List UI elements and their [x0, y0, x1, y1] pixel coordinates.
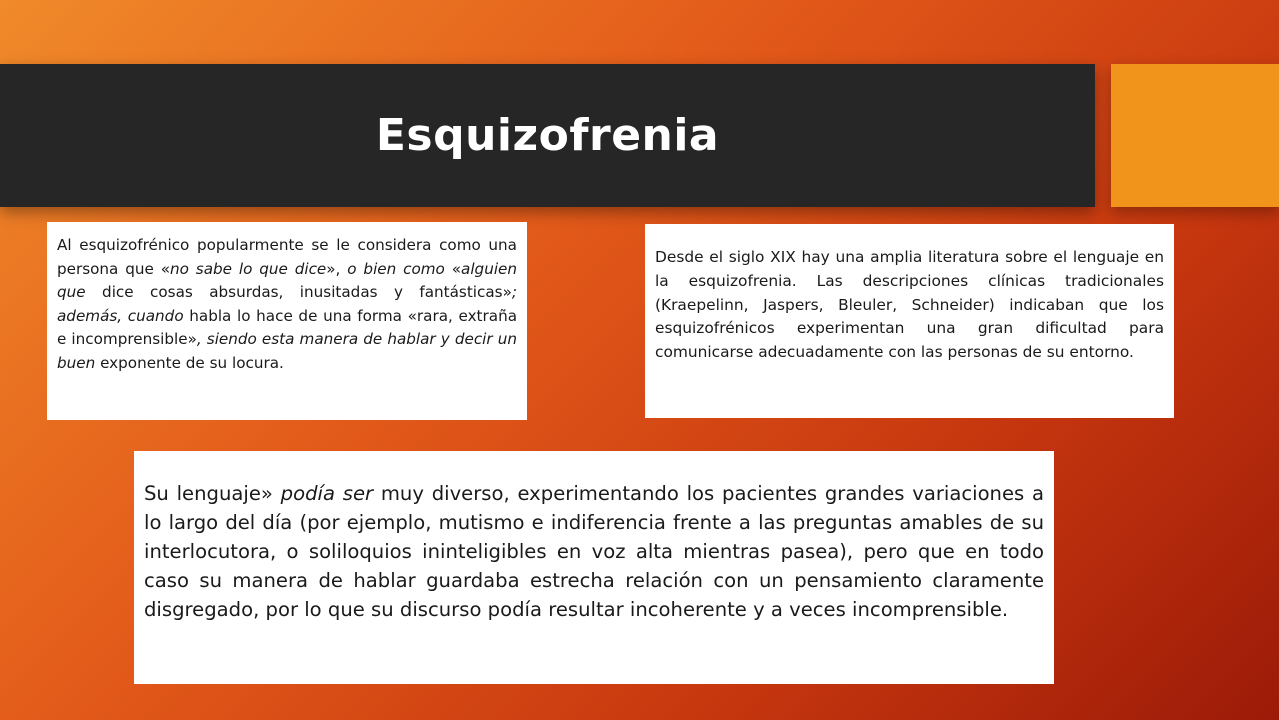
left-text-1: Al esquizofrénico popularmente se le considera como una persona que «	[57, 236, 517, 278]
slide-title: Esquizofrenia	[375, 110, 720, 161]
left-italic-5: , siendo esta manera de hablar y decir un buen	[57, 330, 517, 372]
right-paragraph: Desde el siglo XIX hay una amplia literatura sobre el lenguaje en la esquizofrenia. Las descripciones clínicas tradicionales (Kraepelinn, Jaspers, Bleuler, Schneider) indicaban que los esquizofrénicos experimentan una gran dificultad para comunicarse adecuadamente con las personas de su entorno.	[655, 248, 1164, 362]
bottom-text-2: muy diverso, experimentando los pacientes grandes variaciones a lo largo del día (por ejemplo, mutismo e indiferencia frente a las preguntas amables de su interlocutora, o soliloquios ininteligibles en voz alta mientras pasea), pero que en todo caso su manera de hablar guardaba estrecha relación con un pensamiento claramente disgregado, por lo que su discurso podía resultar incoherente y a veces incomprensible.	[144, 482, 1045, 621]
title-bar	[0, 64, 1095, 207]
bottom-text-box	[134, 451, 1054, 684]
left-italic-4: ; además, cuando	[57, 283, 517, 325]
left-italic-1: no sabe lo que dice	[170, 259, 327, 278]
left-text-box	[47, 222, 527, 420]
left-text-3: «	[444, 259, 462, 278]
left-paragraph	[57, 234, 517, 375]
left-text-2: »,	[326, 259, 348, 278]
bottom-text-1: Su lenguaje»	[144, 482, 281, 505]
left-text-4: dice cosas absurdas, inusitadas y fantásticas»	[85, 283, 512, 301]
left-text-5: habla lo hace de una forma «rara, extraña e incomprensible»	[57, 306, 517, 348]
left-italic-3: alguien que	[57, 259, 518, 301]
bottom-italic-1: podía ser	[280, 482, 374, 505]
left-text-6: exponente de su locura.	[95, 353, 284, 372]
bottom-paragraph	[144, 479, 1044, 624]
left-italic-2: o bien como	[347, 259, 445, 278]
accent-square	[1111, 64, 1279, 207]
right-text-box	[645, 224, 1174, 418]
